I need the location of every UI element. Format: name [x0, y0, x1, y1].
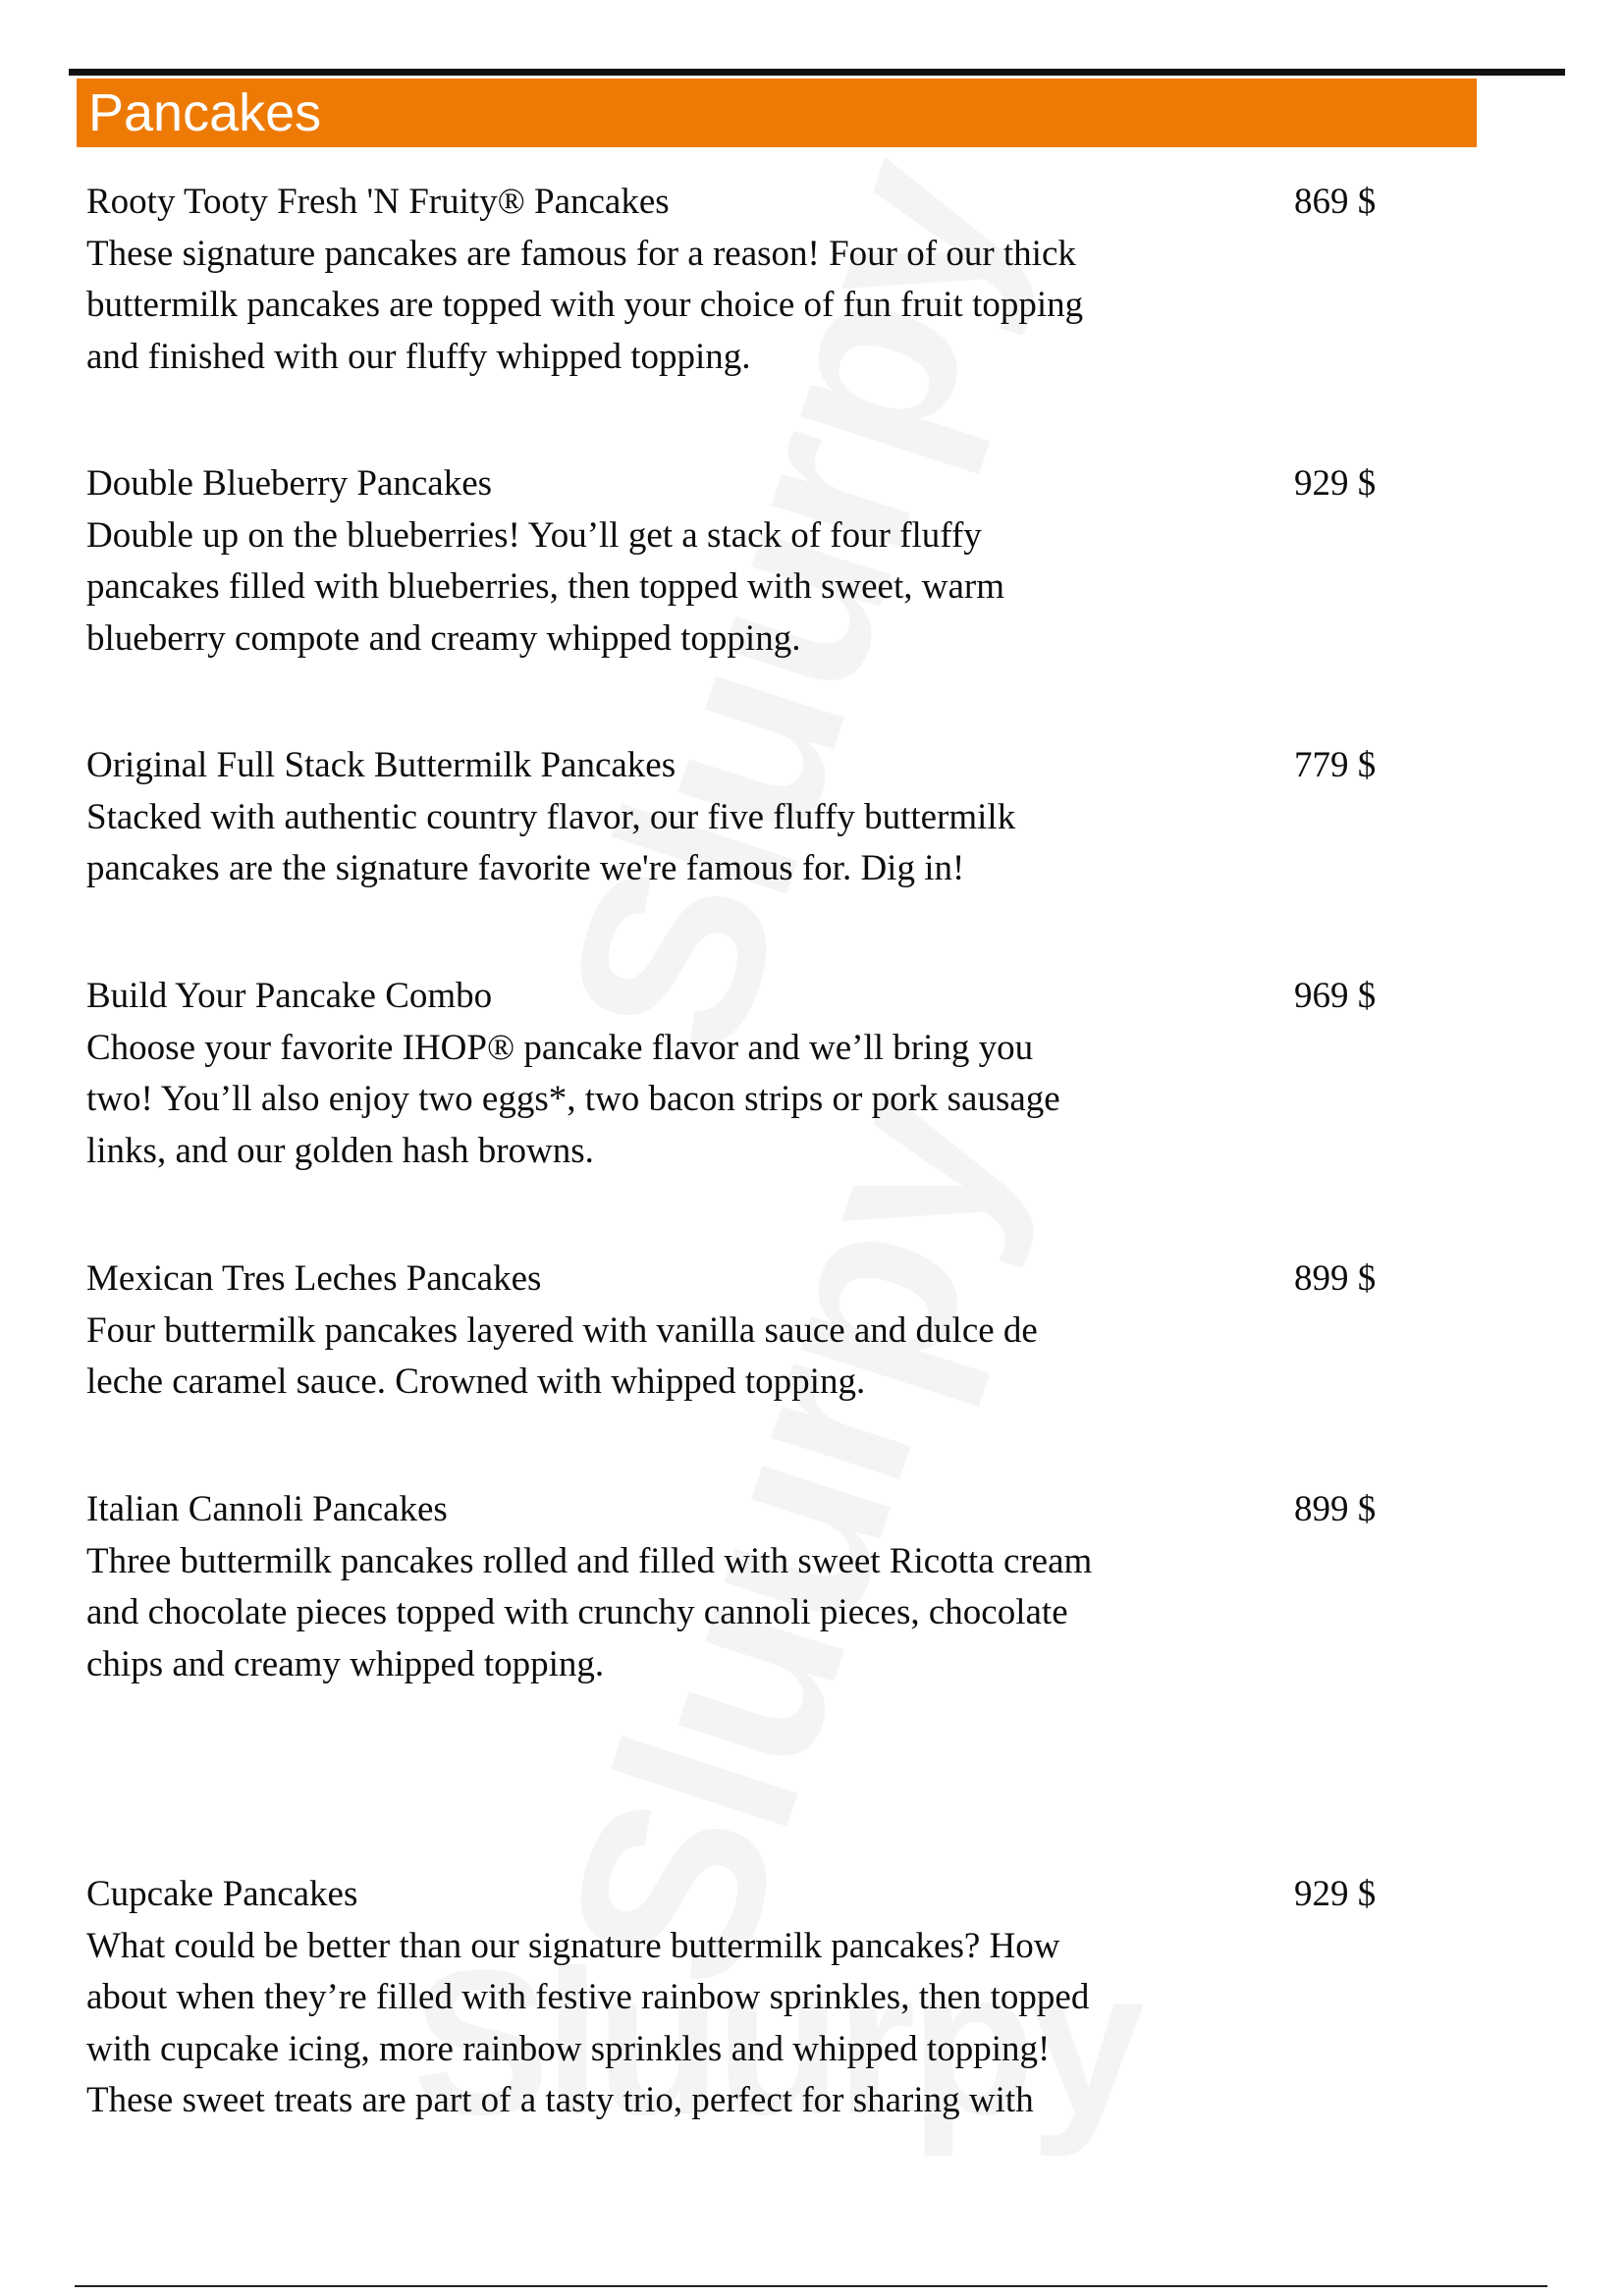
- description-line: leche caramel sauce. Crowned with whipped topping.: [86, 1362, 866, 1402]
- description-line: and finished with our fluffy whipped topping.: [86, 336, 751, 377]
- description-line: two! You’ll also enjoy two eggs*, two bacon strips or pork sausage: [86, 1079, 1060, 1119]
- description-line: with cupcake icing, more rainbow sprinkles and whipped topping!: [86, 2028, 1051, 2069]
- item-name: Cupcake Pancakes: [86, 1874, 358, 1914]
- section-header: [77, 79, 1477, 147]
- item-name: Rooty Tooty Fresh 'N Fruity® Pancakes: [86, 182, 670, 222]
- description-line: and chocolate pieces topped with crunchy cannoli pieces, chocolate: [86, 1592, 1068, 1632]
- description-line: Double up on the blueberries! You’ll get a stack of four fluffy: [86, 514, 982, 556]
- description-line: links, and our golden hash browns.: [86, 1130, 594, 1171]
- menu-item: [86, 458, 1441, 665]
- item-price: 929 $: [1294, 1874, 1377, 1914]
- menu-item: [86, 1869, 1441, 2127]
- section-title: Pancakes: [88, 83, 322, 142]
- menu-item: [86, 177, 1441, 383]
- item-description: [86, 510, 1245, 666]
- description-line: Four buttermilk pancakes layered with vanilla sauce and dulce de: [86, 1309, 1038, 1351]
- item-price: 779 $: [1294, 745, 1377, 785]
- item-price: 969 $: [1294, 976, 1377, 1016]
- description-line: blueberry compote and creamy whipped topping.: [86, 617, 801, 659]
- description-line: Choose your favorite IHOP® pancake flavor and we’ll bring you: [86, 1027, 1034, 1068]
- item-description: [86, 1921, 1245, 2127]
- item-name: Build Your Pancake Combo: [86, 976, 493, 1016]
- item-price: 869 $: [1294, 182, 1377, 222]
- item-name: Double Blueberry Pancakes: [86, 463, 493, 504]
- item-price: 899 $: [1294, 1489, 1377, 1529]
- item-description: [86, 792, 1245, 895]
- top-divider: [69, 69, 1565, 76]
- menu-item: [86, 1484, 1441, 1690]
- bottom-divider: [75, 2285, 1547, 2287]
- menu-item: [86, 971, 1441, 1177]
- description-line: These signature pancakes are famous for a reason! Four of our thick: [86, 233, 1076, 274]
- description-line: pancakes are the signature favorite we're famous for. Dig in!: [86, 848, 965, 888]
- description-line: about when they’re filled with festive rainbow sprinkles, then topped: [86, 1977, 1090, 2017]
- item-description: [86, 1306, 1245, 1409]
- item-name: Italian Cannoli Pancakes: [86, 1489, 448, 1529]
- description-line: Stacked with authentic country flavor, our five fluffy buttermilk: [86, 796, 1016, 837]
- menu-item: [86, 1254, 1441, 1409]
- menu-item: [86, 740, 1441, 895]
- item-name: Original Full Stack Buttermilk Pancakes: [86, 745, 677, 785]
- item-price: 929 $: [1294, 463, 1377, 504]
- description-line: These sweet treats are part of a tasty trio, perfect for sharing with: [86, 2080, 1034, 2120]
- item-price: 899 $: [1294, 1258, 1377, 1299]
- item-description: [86, 229, 1245, 384]
- item-description: [86, 1023, 1245, 1178]
- item-name: Mexican Tres Leches Pancakes: [86, 1258, 542, 1299]
- description-line: pancakes filled with blueberries, then topped with sweet, warm: [86, 566, 1004, 607]
- description-line: What could be better than our signature buttermilk pancakes? How: [86, 1925, 1060, 1966]
- description-line: Three buttermilk pancakes rolled and filled with sweet Ricotta cream: [86, 1540, 1093, 1581]
- description-line: chips and creamy whipped topping.: [86, 1643, 605, 1684]
- description-line: buttermilk pancakes are topped with your choice of fun fruit topping: [86, 285, 1084, 325]
- item-description: [86, 1536, 1245, 1691]
